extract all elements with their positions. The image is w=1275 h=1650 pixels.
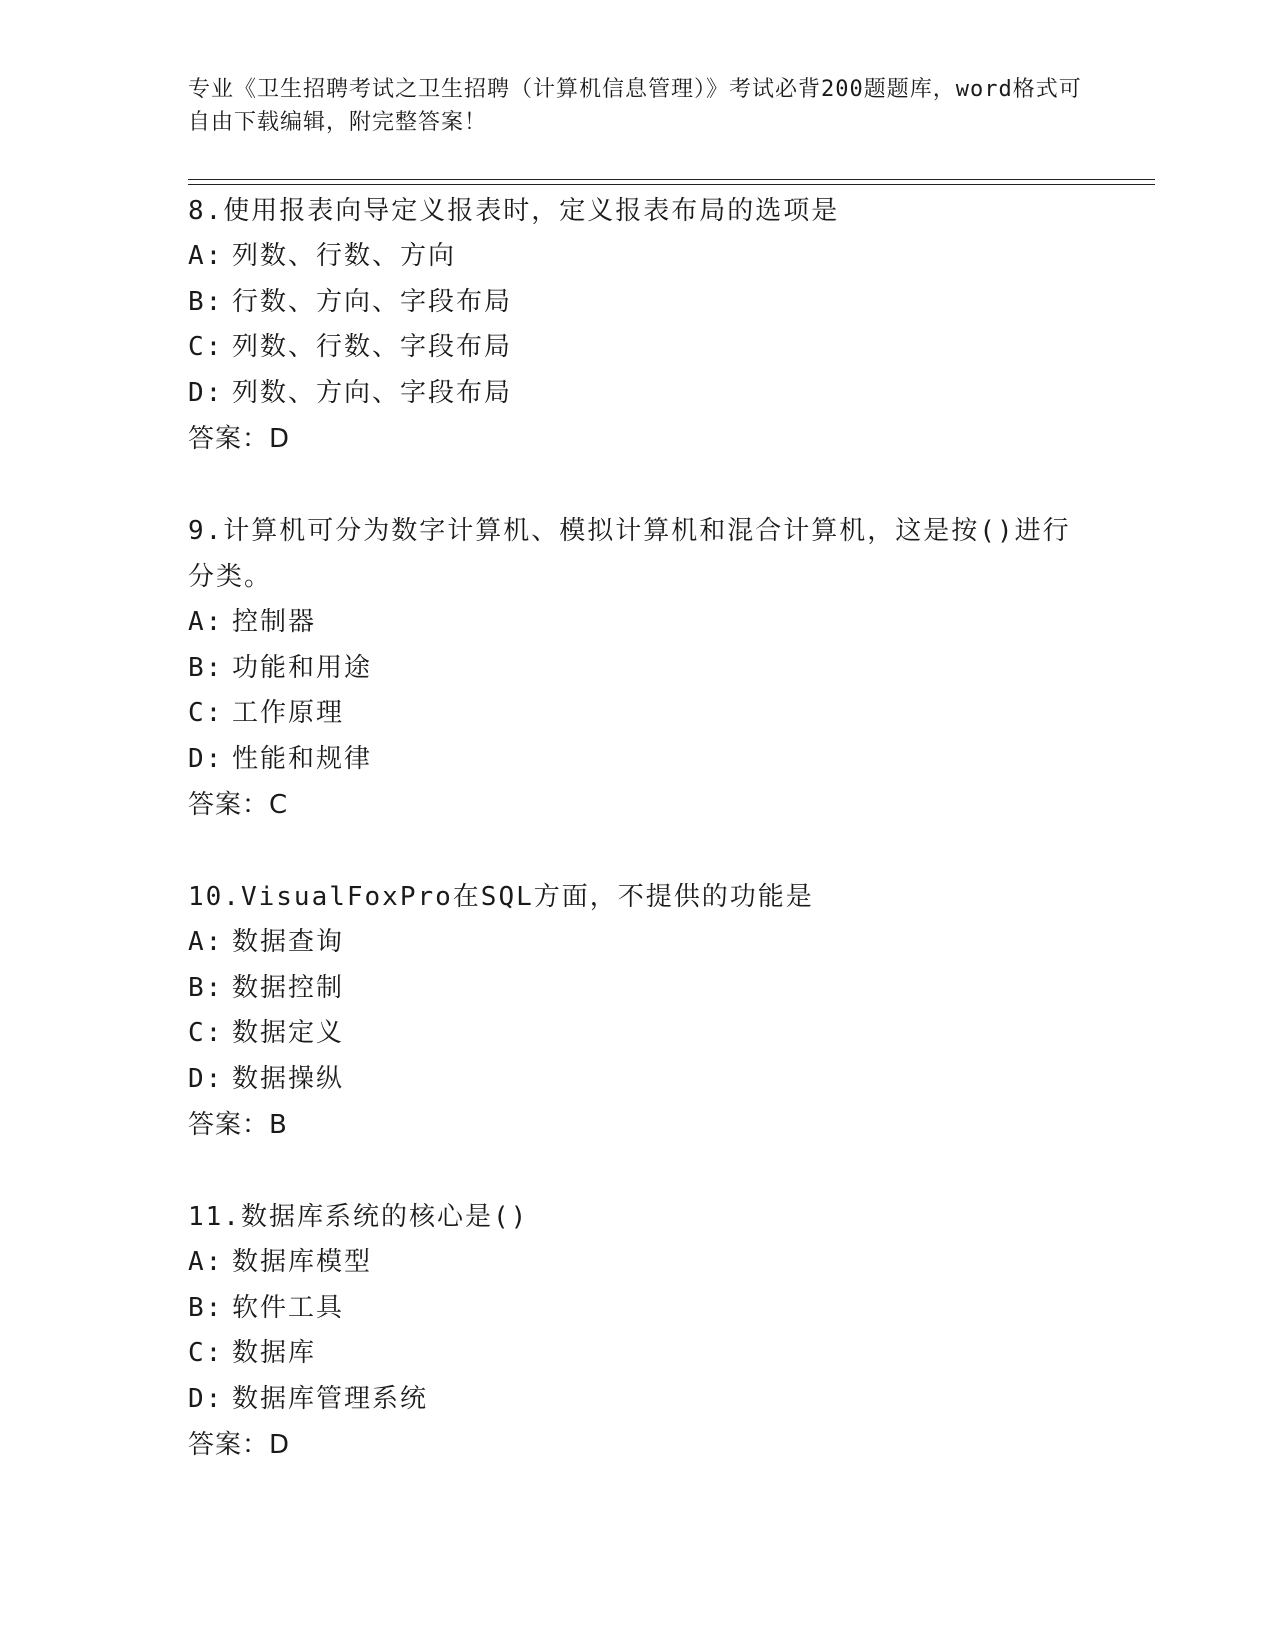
option-key: B: bbox=[188, 652, 224, 683]
option-text: 数据定义 bbox=[232, 1018, 345, 1048]
question-stem: 9.计算机可分为数字计算机、模拟计算机和混合计算机，这是按()进行分类。 bbox=[188, 516, 1071, 592]
option-key: B: bbox=[188, 972, 224, 1003]
option-key: D: bbox=[188, 1063, 224, 1094]
option-key: A: bbox=[188, 1247, 224, 1277]
option-d bbox=[188, 371, 1088, 417]
question-8 bbox=[188, 188, 1088, 462]
option-d bbox=[188, 1057, 1088, 1103]
option-d bbox=[188, 737, 1088, 783]
option-text: 数据库 bbox=[232, 1338, 317, 1368]
answer-line: 答案：C bbox=[188, 790, 289, 820]
question-list bbox=[188, 188, 1088, 1514]
option-key: C: bbox=[188, 332, 224, 362]
question-9 bbox=[188, 508, 1088, 828]
option-text: 功能和用途 bbox=[232, 652, 373, 683]
option-key: C: bbox=[188, 698, 224, 728]
question-11 bbox=[188, 1194, 1088, 1468]
option-b bbox=[188, 1286, 1088, 1332]
option-key: D: bbox=[188, 743, 224, 774]
option-a bbox=[188, 234, 1088, 280]
option-text: 数据查询 bbox=[232, 927, 345, 957]
answer-line: 答案：D bbox=[188, 1430, 291, 1460]
question-stem: 10.VisualFoxPro在SQL方面，不提供的功能是 bbox=[188, 882, 814, 912]
question-stem: 11.数据库系统的核心是() bbox=[188, 1202, 529, 1232]
option-key: C: bbox=[188, 1018, 224, 1048]
answer-line: 答案：B bbox=[188, 1110, 288, 1140]
option-text: 数据库管理系统 bbox=[232, 1383, 429, 1414]
option-b bbox=[188, 966, 1088, 1012]
option-a bbox=[188, 1240, 1088, 1286]
option-key: B: bbox=[188, 1292, 224, 1323]
option-key: D: bbox=[188, 377, 224, 408]
option-c bbox=[188, 325, 1088, 371]
option-text: 行数、方向、字段布局 bbox=[232, 286, 513, 317]
option-key: A: bbox=[188, 607, 224, 637]
option-text: 控制器 bbox=[232, 607, 317, 637]
option-key: A: bbox=[188, 241, 224, 271]
option-text: 列数、行数、方向 bbox=[232, 241, 457, 271]
option-c bbox=[188, 1331, 1088, 1377]
option-c bbox=[188, 1011, 1088, 1057]
option-key: B: bbox=[188, 286, 224, 317]
header-divider-bottom bbox=[188, 184, 1155, 185]
option-key: D: bbox=[188, 1383, 224, 1414]
option-c bbox=[188, 691, 1088, 737]
header-divider-top bbox=[188, 179, 1155, 180]
option-text: 工作原理 bbox=[232, 698, 345, 728]
option-text: 软件工具 bbox=[232, 1292, 345, 1323]
question-10 bbox=[188, 874, 1088, 1148]
option-b bbox=[188, 280, 1088, 326]
option-a bbox=[188, 920, 1088, 966]
option-b bbox=[188, 646, 1088, 692]
option-text: 数据操纵 bbox=[232, 1063, 345, 1094]
option-text: 性能和规律 bbox=[232, 743, 373, 774]
answer-line: 答案：D bbox=[188, 424, 291, 454]
option-key: C: bbox=[188, 1338, 224, 1368]
option-key: A: bbox=[188, 927, 224, 957]
question-stem: 8.使用报表向导定义报表时，定义报表布局的选项是 bbox=[188, 196, 840, 226]
option-a bbox=[188, 600, 1088, 646]
document-header: 专业《卫生招聘考试之卫生招聘（计算机信息管理）》考试必背200题题库，word格式可自由下载编辑，附完整答案！ bbox=[188, 77, 1082, 135]
option-text: 数据控制 bbox=[232, 972, 345, 1003]
option-d bbox=[188, 1377, 1088, 1423]
option-text: 数据库模型 bbox=[232, 1247, 373, 1277]
option-text: 列数、行数、字段布局 bbox=[232, 332, 513, 362]
option-text: 列数、方向、字段布局 bbox=[232, 377, 513, 408]
